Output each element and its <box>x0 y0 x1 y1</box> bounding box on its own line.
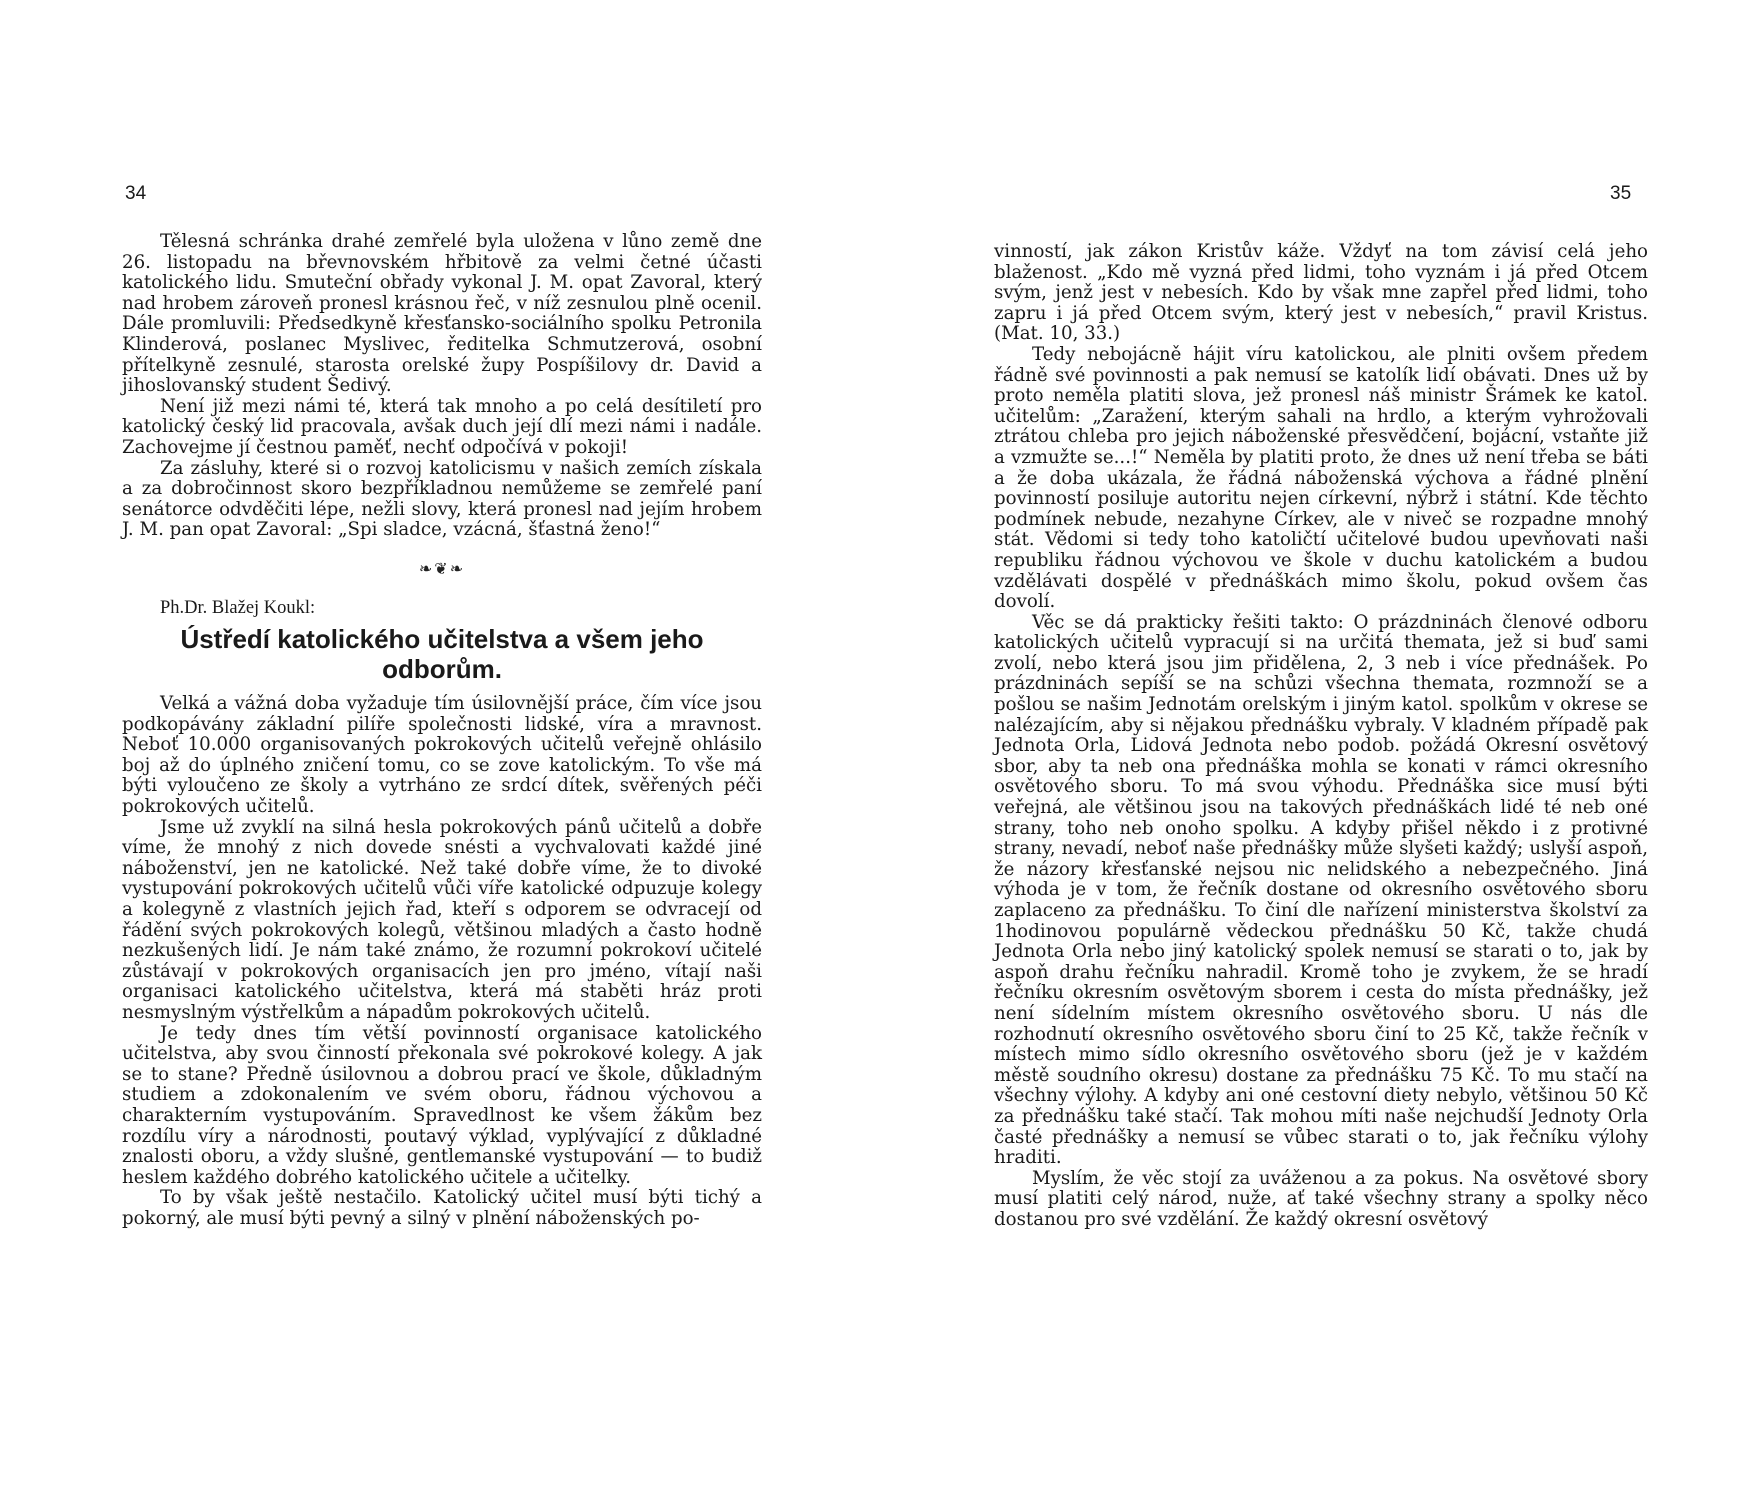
paragraph: Věc se dá prakticky řešiti takto: O prázdninách členové odboru katolických učitelů vypracují si na určitá themata, jež si buď sami zvolí, nebo která jsou jim přidělena, 2, 3 neb i více přednášek. Po prázdninách sepíší se na schůzi všechna themata, rozmnoží se a pošlou se našim Jednotám orelským i jiným katol. spolkům v okrese se nalézajícím, aby si nějakou přednášku vybraly. V kladném případě pak Jednota Orla, Lidová Jednota nebo podob. požádá Okresní osvětový sbor, aby ta neb ona přednáška mohla se konati v rámci okresního osvětového sboru. To má svou výhodu. Přednáška sice musí býti veřejná, ale většinou jsou na takových přednáškách lidé té neb oné strany, toho neb onoho spolku. A kdyby přišel někdo i z protivné strany, nevadí, neboť naše přednášky může slyšeti každý; uslyší aspoň, že názory křesťanské nejsou nic nelidského a nebezpečného. Jiná výhoda je v tom, že řečník dostane od okresního osvětového sboru zaplaceno za přednášku. To činí dle nařízení ministerstva školství za 1hodinovou populárně vědeckou přednášku 50 Kč, takže chudá Jednota Orla nebo jiný katolický spolek nemusí se starati o to, jak by aspoň drahu řečníku nahradil. Kromě toho je zvykem, že se hradí řečníku okresním osvětovým sborem i cesta do místa přednášky, jež není sídelním místem okresního osvětového sboru. U nás dle rozhodnutí okresního osvětového sboru činí to 25 Kč, takže řečník v místech mimo sídlo okresního osvětového sboru (jež je v každém městě soudního okresu) dostane za přednášku 75 Kč. To mu stačí na všechny výlohy. A kdyby ani oné cestovní diety nebylo, většinou 50 Kč za přednášku také stačí. Tak mohou míti naše nejchudší Jednoty Orla časté přednášky a nemusí se vůbec starati o to, jak řečníku výlohy hraditi. <box>994 611 1648 1169</box>
article-title: Ústředí katolického učitelstva a všem jeho odborům. <box>180 624 704 685</box>
paragraph: Za zásluhy, které si o rozvoj katolicismu v našich zemích získala a za dobročinnost skoro bezpříkladnou nemůžeme se zemřelé paní senátorce odvděčiti lépe, nežli slovy, která pronesl nad jejím hrobem J. M. pan opat Zavoral: „Spi sladce, vzácná, šťastná ženo!“ <box>122 457 762 541</box>
text-column <box>994 242 1648 1231</box>
paragraph: Myslím, že věc stojí za uváženou a za pokus. Na osvětové sbory musí platiti celý národ, nuže, ať také všechny strany a spolky něco dostanou pro své vzdělání. Že každý okresní osvětový <box>994 1167 1648 1230</box>
article-author: Ph.Dr. Blažej Koukl: <box>160 597 316 618</box>
paragraph: Tedy nebojácně hájit víru katolickou, ale plniti ovšem předem řádně své povinnosti a pak nemusí se katolík lidí obávati. Dnes už by proto neměla platiti slova, jež pronesl náš ministr Šrámek ke katol. učitelům: „Zaražení, kterým sahali na hrdlo, a kterým vyhrožovali ztrátou chleba pro jejich náboženské přesvědčení, bojácní, vstaňte již a vzmužte se...!“ Neměla by platiti proto, že dnes už není třeba se báti a že doba ukázala, že řádná náboženská výchova a řádné plnění povinností posiluje autoritu nejen církevní, nýbrž i státní. Kde těchto podmínek nebude, nezahyne Církev, ale v niveč se rozpadne mnohý stát. Vědomi si tedy toho katoličtí učitelové budou upevňovati naši republiku řádnou výchovou ve škole v duchu katolickém a budou vzdělávati dospělé v přednáškách mimo školu, pokud ovšem čas dovolí. <box>994 343 1648 613</box>
page-number: 35 <box>1610 183 1632 204</box>
paragraph: Je tedy dnes tím větší povinností organisace katolického učitelstva, aby svou činností překonala své pokrokové kolegy. A jak se to stane? Předně úsilovnou a dobrou prací ve škole, důkladným studiem a zdokonalením ve svém oboru, řádnou výchovou a charakterním vystupováním. Spravedlnost ke všem žákům bez rozdílu víry a národnosti, poutavý výklad, vyplývající z důkladné znalosti oboru, a vždy slušné, gentlemanské vystupování — to budiž heslem každého dobrého katolického učitele a učitelky. <box>122 1022 762 1188</box>
paragraph: Není již mezi námi té, která tak mnoho a po celá desítiletí pro katolický český lid pracovala, avšak duch její dlí mezi námi i nadále. Zachovejme jí čestnou paměť, nechť odpočívá v pokoji! <box>122 395 762 458</box>
text-column <box>122 232 762 1230</box>
page-number: 34 <box>125 183 147 204</box>
ornament-divider: ❧❦❧ <box>418 558 466 578</box>
paragraph: To by však ještě nestačilo. Katolický učitel musí býti tichý a pokorný, ale musí býti pevný a silný v plnění náboženských po- <box>122 1187 762 1229</box>
paragraph: Velká a vážná doba vyžaduje tím úsilovnější práce, čím více jsou podkopávány základní pilíře společnosti lidské, víra a mravnost. Neboť 10.000 organisovaných pokrokových učitelů veřejně ohlásilo boj až do úplného zničení tomu, co se zove katolickým. To vše má býti vyloučeno ze školy a vytrháno ze srdcí dítek, svěřených péči pokrokových učitelů. <box>122 693 762 818</box>
paragraph: Tělesná schránka drahé zemřelé byla uložena v lůno země dne 26. listopadu na břevnovském hřbitově za velmi četné účasti katolického lidu. Smuteční obřady vykonal J. M. opat Zavoral, který nad hrobem zároveň pronesl krásnou řeč, v níž zesnulou plně ocenil. Dále promluvili: Předsedkyně křesťansko-sociálního spolku Petronila Klinderová, poslanec Myslivec, ředitelka Schmutzerová, osobní přítelkyně zesnulé, starosta orelské župy Pospíšilovy dr. David a jihoslovanský student Šedivý. <box>122 231 762 397</box>
paragraph: Jsme už zvyklí na silná hesla pokrokových pánů učitelů a dobře víme, že mnohý z nich dovede snésti a vychvalovati každé jiné náboženství, jen ne katolické. Než také dobře víme, že to divoké vystupování pokrokových učitelů vůči víře katolické odpuzuje kolegy a kolegyně z vlastních jejich řad, kteří s odporem se odvracejí od řádění svých pokrokových kolegů, většinou mladých a často hodně nezkušených lidí. Je nám také známo, že rozumní pokrokoví učitelé zůstávají v pokrokových organisacích jen pro jméno, vítají naši organisaci katolického učitelstva, která má staběti hráz proti nesmyslným výstřelkům a nápadům pokrokových učitelů. <box>122 816 762 1023</box>
paragraph: vinností, jak zákon Kristův káže. Vždyť na tom závisí celá jeho blaženost. „Kdo mě vyzná před lidmi, toho vyznám i já před Otcem svým, jenž jest v nebesích. Kdo by však mne zapřel před lidmi, toho zapru i já před Otcem svým, který jest v nebesích,“ pravil Kristus. (Mat. 10, 33.) <box>994 241 1648 345</box>
right-page <box>875 0 1750 1501</box>
